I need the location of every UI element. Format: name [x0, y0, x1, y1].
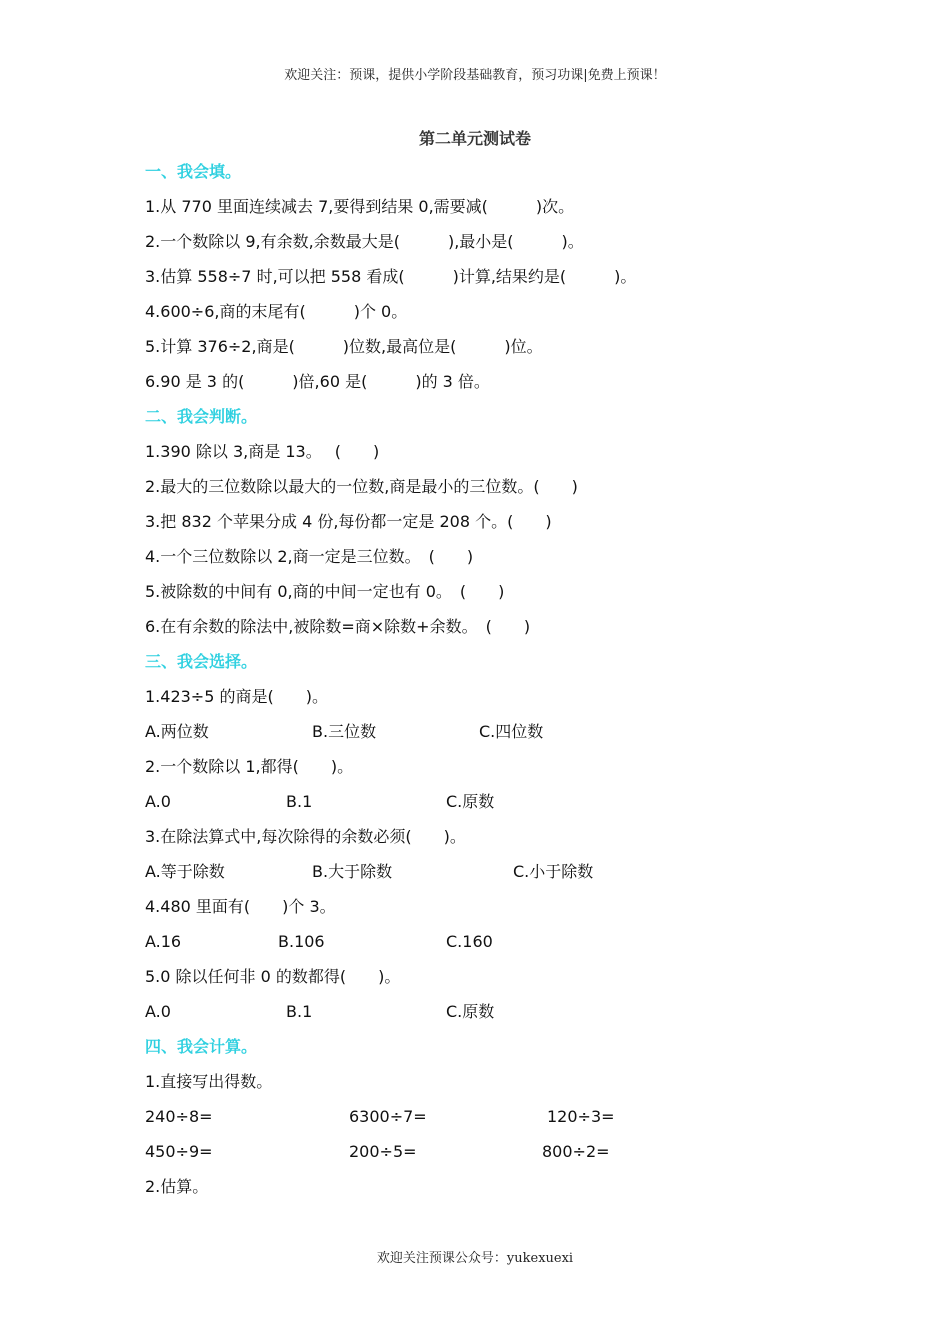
choice-question-3: 3.在除法算式中,每次除得的余数必须( )。: [145, 827, 466, 846]
choice-option-a: A.0: [145, 792, 171, 811]
calc-expression: 240÷8=: [145, 1107, 213, 1126]
choice-question-5: 5.0 除以任何非 0 的数都得( )。: [145, 967, 401, 986]
calc-subheading-2: 2.估算。: [145, 1177, 209, 1196]
section-heading-choose: 三、我会选择。: [145, 652, 258, 671]
page-header: 欢迎关注：预课，提供小学阶段基础教育，预习功课|免费上预课！: [284, 68, 666, 83]
calc-row-2: [145, 1138, 845, 1173]
fill-question-2: 2.一个数除以 9,有余数,余数最大是( ),最小是( )。: [145, 232, 584, 251]
fill-question-1: 1.从 770 里面连续减去 7,要得到结果 0,需要减( )次。: [145, 197, 575, 216]
choice-option-c: C.原数: [446, 1002, 495, 1021]
page-footer: 欢迎关注预课公众号：yukexuexi: [376, 1251, 574, 1266]
worksheet-body: [145, 158, 845, 1208]
fill-question-6: 6.90 是 3 的( )倍,60 是( )的 3 倍。: [145, 372, 490, 391]
choice-options-4: [145, 928, 845, 963]
choice-option-b: B.三位数: [312, 722, 377, 741]
choice-option-c: C.小于除数: [513, 862, 594, 881]
choice-option-a: A.0: [145, 1002, 171, 1021]
judge-question-3: 3.把 832 个苹果分成 4 份,每份都一定是 208 个。( ): [145, 512, 552, 531]
choice-question-2: 2.一个数除以 1,都得( )。: [145, 757, 354, 776]
fill-question-5: 5.计算 376÷2,商是( )位数,最高位是( )位。: [145, 337, 543, 356]
choice-question-4: 4.480 里面有( )个 3。: [145, 897, 336, 916]
choice-option-c: C.160: [446, 932, 493, 951]
section-heading-calc: 四、我会计算。: [145, 1037, 258, 1056]
calc-expression: 200÷5=: [349, 1142, 417, 1161]
choice-option-c: C.原数: [446, 792, 495, 811]
choice-option-c: C.四位数: [479, 722, 544, 741]
judge-question-5: 5.被除数的中间有 0,商的中间一定也有 0。 ( ): [145, 582, 505, 601]
choice-option-a: A.两位数: [145, 722, 209, 741]
choice-option-b: B.106: [278, 932, 325, 951]
choice-options-1: [145, 718, 845, 753]
calc-expression: 800÷2=: [542, 1142, 610, 1161]
page-title: 第二单元测试卷: [418, 129, 531, 148]
calc-expression: 450÷9=: [145, 1142, 213, 1161]
calc-subheading-1: 1.直接写出得数。: [145, 1072, 273, 1091]
choice-options-3: [145, 858, 845, 893]
calc-expression: 6300÷7=: [349, 1107, 427, 1126]
calc-row-1: [145, 1103, 845, 1138]
choice-option-a: A.16: [145, 932, 182, 951]
judge-question-4: 4.一个三位数除以 2,商一定是三位数。 ( ): [145, 547, 474, 566]
calc-expression: 120÷3=: [547, 1107, 615, 1126]
choice-options-2: [145, 788, 845, 823]
section-heading-fill: 一、我会填。: [145, 162, 242, 181]
choice-option-b: B.1: [286, 792, 313, 811]
judge-question-6: 6.在有余数的除法中,被除数=商×除数+余数。 ( ): [145, 617, 531, 636]
fill-question-4: 4.600÷6,商的末尾有( )个 0。: [145, 302, 408, 321]
fill-question-3: 3.估算 558÷7 时,可以把 558 看成( )计算,结果约是( )。: [145, 267, 637, 286]
choice-question-1: 1.423÷5 的商是( )。: [145, 687, 328, 706]
section-heading-judge: 二、我会判断。: [145, 407, 258, 426]
choice-options-5: [145, 998, 845, 1033]
choice-option-a: A.等于除数: [145, 862, 225, 881]
choice-option-b: B.1: [286, 1002, 313, 1021]
choice-option-b: B.大于除数: [312, 862, 393, 881]
judge-question-2: 2.最大的三位数除以最大的一位数,商是最小的三位数。( ): [145, 477, 578, 496]
judge-question-1: 1.390 除以 3,商是 13。 ( ): [145, 442, 380, 461]
